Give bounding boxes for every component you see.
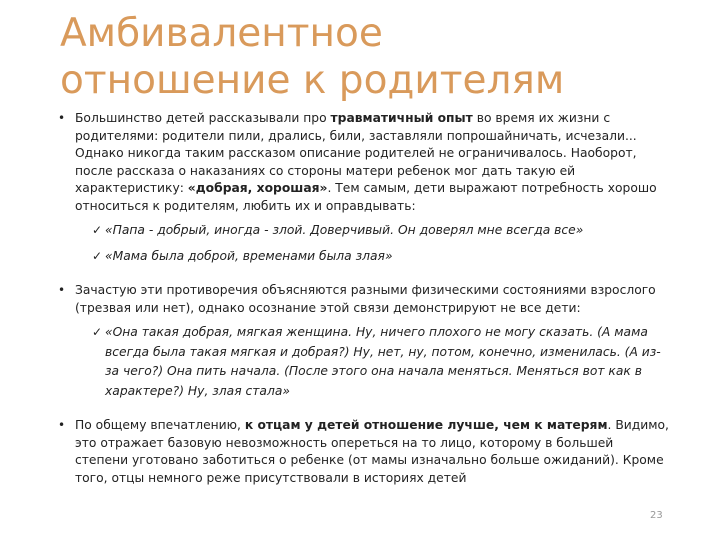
bullet-bold-text: травматичный опыт — [330, 111, 473, 125]
checkmark-icon: ✓ — [92, 248, 103, 263]
checkmark-icon: ✓ — [92, 223, 103, 237]
bullet-text: во время их жизни с родителями: родители пили, дрались, били, заставляли попрошайничать, исчезали... Однако никогда таким рассказом описание родителей не ограничивалось. Наоборот, после рассказа о наказаниях со стороны матери ребенок мог дать такую ей характеристику: — [75, 111, 637, 195]
bullet-dot-icon: • — [58, 111, 66, 125]
bullet-dot-icon: • — [58, 283, 66, 297]
slide-title — [60, 10, 700, 104]
title-line-2: отношение к родителям — [60, 58, 565, 103]
title-line-1: Амбивалентное — [60, 11, 383, 56]
bullet-text: По общему впечатлению, — [75, 418, 245, 432]
quote-text: «Мама была доброй, временами была злая» — [105, 248, 393, 263]
bullet-text: Большинство детей рассказывали про — [75, 111, 331, 125]
bullet-contradictions — [58, 282, 670, 401]
quote-text: «Она такая добрая, мягкая женщина. Ну, ничего плохого не могу сказать. (А мама всегда была такая мягкая и добрая?) Ну, нет, ну, потом, конечно, изменилась. (А из-за чего?) Она пить начала. (После этого она начала меняться. Меняться вот как в характере?) Ну, злая стала» — [105, 325, 661, 398]
slide-body — [58, 110, 670, 503]
bullet-bold-text: «добрая, хорошая» — [187, 181, 328, 195]
quote-item — [75, 221, 670, 241]
bullet-text: . Видимо, это отражает базовую невозможность опереться на то лицо, которому в большей степени уготовано заботиться о ребенке (от мамы изначально больше ожиданий). Кроме того, отцы немного реже присутствовали в историях детей — [75, 418, 669, 485]
bullet-fathers — [58, 417, 670, 487]
quote-item — [75, 247, 670, 267]
bullet-text: Зачастую эти противоречия объясняются разными физическими состояниями взрослого (трезвая или нет), однако осознание этой связи демонстрируют не все дети: — [75, 283, 656, 315]
checkmark-icon: ✓ — [92, 325, 103, 339]
bullet-bold-text: к отцам у детей отношение лучше, чем к матерям — [244, 418, 608, 432]
page-number: 23 — [650, 510, 663, 521]
bullet-traumatic-experience — [58, 110, 670, 266]
quote-item — [75, 323, 670, 401]
bullet-dot-icon: • — [58, 418, 66, 432]
quote-text: «Папа - добрый, иногда - злой. Доверчивый. Он доверял мне всегда все» — [105, 223, 584, 237]
bullet-text: . Тем самым, дети выражают потребность хорошо относиться к родителям, любить их и оправдывать: — [75, 181, 657, 213]
